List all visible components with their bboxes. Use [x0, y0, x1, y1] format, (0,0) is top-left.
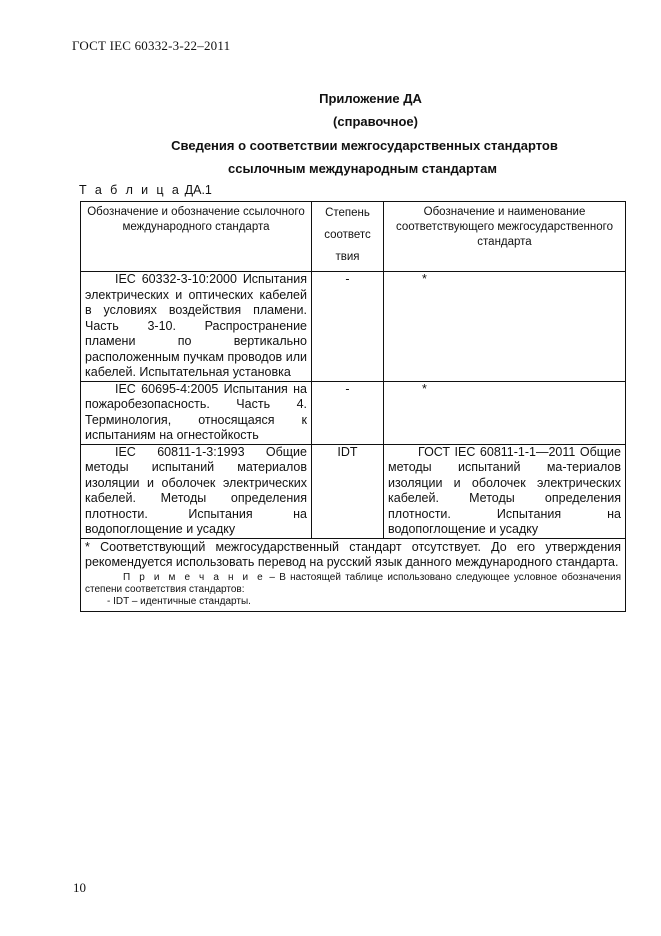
appendix-heading-line2: ссылочным международным стандартам [228, 161, 497, 176]
appendix-heading-line1: Сведения о соответствии межгосударственных стандартов [171, 138, 558, 153]
header-national-standard: Обозначение и наименование соответствующего межгосударственного стандарта [384, 202, 626, 272]
footnote-text: * Соответствующий межгосударственный стандарт отсутствует. До его утверждения рекомендуется использовать перевод на русский язык данного международного стандарта. [85, 539, 621, 569]
national-standard-cell: * [384, 272, 626, 382]
table-footnote-row [81, 538, 626, 611]
appendix-title: Приложение ДА [319, 91, 422, 106]
degree-cell: IDT [312, 444, 384, 538]
document-code-header: ГОСТ IEC 60332-3-22–2011 [72, 38, 231, 53]
note-item: - IDT – идентичные стандарты. [107, 595, 251, 607]
national-standard-cell: ГОСТ IEC 60811-1-1—2011 Общие методы испытаний ма-териалов изоляции и оболочек электрических кабелей. Методы определения плотности. Испытания на водопоглощение и усадку [384, 444, 626, 538]
reference-standard-cell: IEC 60811-1-3:1993 Общие методы испытаний материалов изоляции и оболочек электрических кабелей. Методы определения плотности. Испытания на водопоглощение и усадку [81, 444, 312, 538]
degree-cell: - [312, 272, 384, 382]
note-text: – В настоящей таблице использовано следующее условное обозначения степени соответствия стандартов: [85, 571, 621, 595]
table-header-row [81, 202, 626, 272]
standards-correspondence-table [80, 201, 626, 612]
table-footnote [81, 538, 626, 611]
table-row [81, 272, 626, 382]
appendix-kind: (справочное) [333, 114, 418, 129]
degree-cell: - [312, 381, 384, 444]
table-row [81, 381, 626, 444]
header-degree [312, 202, 384, 272]
header-degree-line3: твия [335, 251, 360, 263]
header-reference-standard: Обозначение и обозначение ссылочного международного стандарта [81, 202, 312, 272]
page-number: 10 [73, 880, 86, 895]
reference-standard-cell: IEC 60332-3-10:2000 Испытания электрических и оптических кабелей в условиях воздействия пламени. Часть 3-10. Распространение пламени по вертикально расположенным пучкам проводов или кабелей. Испытательная установка [81, 272, 312, 382]
table-row [81, 444, 626, 538]
reference-standard-cell: IEC 60695-4:2005 Испытания на пожаробезопасность. Часть 4. Терминология, относящаяся к испытаниям на огнестойкость [81, 381, 312, 444]
note-label: П р и м е ч а н и е [123, 571, 266, 583]
national-standard-cell: * [384, 381, 626, 444]
table-caption-id: ДА.1 [184, 183, 212, 197]
header-degree-line2: соответс [324, 229, 371, 241]
header-degree-line1: Степень [325, 207, 370, 219]
table-caption [79, 183, 212, 197]
table-caption-prefix: Т а б л и ц а [79, 183, 182, 197]
note [85, 572, 621, 596]
